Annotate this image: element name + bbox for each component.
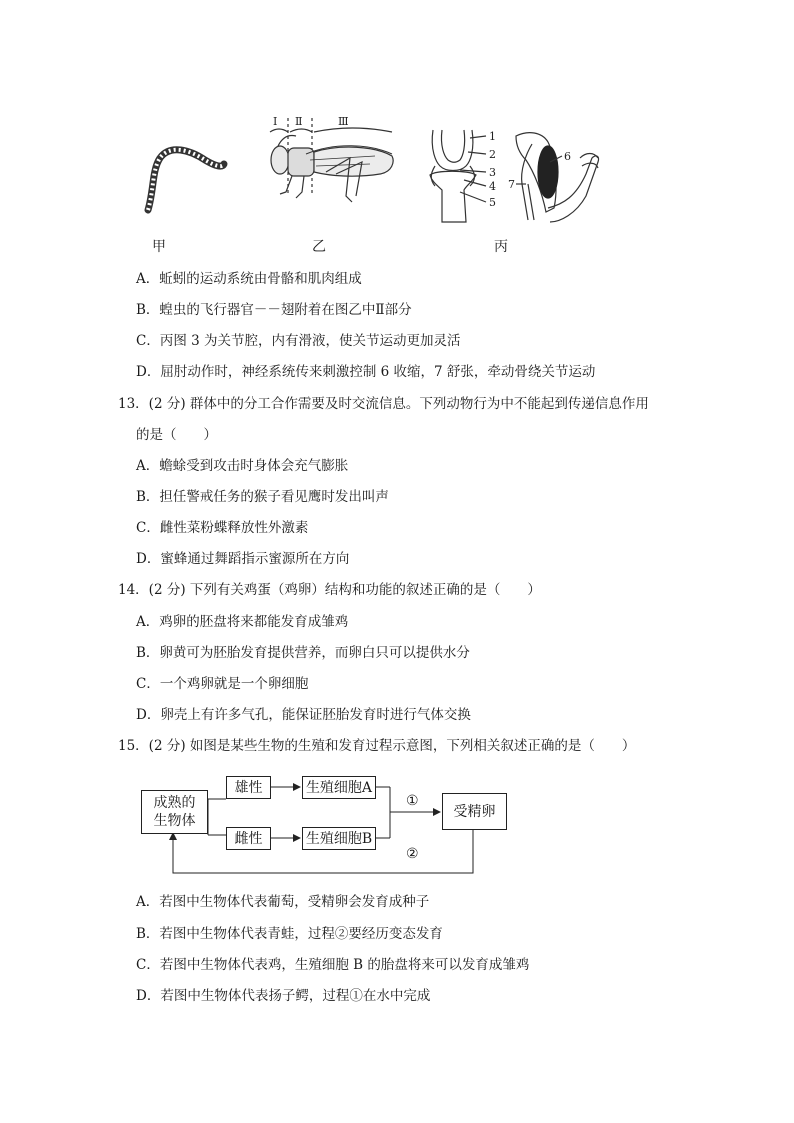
arm-label-7: 7 [508, 178, 515, 191]
figure-label-b: 乙 [312, 239, 326, 255]
mature-organism-box [141, 790, 208, 834]
q13-option-a: A．蟾蜍受到攻击时身体会充气膨胀 [136, 458, 349, 474]
q13-option-b: B．担任警戒任务的猴子看见鹰时发出叫声 [136, 489, 389, 505]
zygote-box [442, 793, 507, 830]
joint-label-4: 4 [489, 180, 496, 193]
joint-label-5: 5 [489, 196, 496, 209]
q15-option-c: C．若图中生物体代表鸡，生殖细胞 B 的胎盘将来可以发育成雏鸡 [136, 957, 530, 973]
female-box [226, 827, 271, 850]
q14-option-c: C．一个鸡卵就是一个卵细胞 [136, 676, 309, 692]
process-1-label: ① [406, 793, 419, 809]
q13-option-d: D．蜜蜂通过舞蹈指示蜜源所在方向 [136, 551, 350, 567]
joint-label-2: 2 [489, 148, 496, 161]
q12-option-b: B．蝗虫的飞行器官－－翅附着在图乙中Ⅱ部分 [136, 302, 412, 318]
joint-label-1: 1 [489, 130, 496, 143]
germ-cell-a-box [302, 776, 376, 799]
q15-option-a: A．若图中生物体代表葡萄，受精卵会发育成种子 [136, 894, 430, 910]
male-box [226, 776, 271, 799]
q15-stem: 15．(2 分) 如图是某些生物的生殖和发育过程示意图，下列相关叙述正确的是（ ） [118, 738, 636, 754]
q12-option-a: A．蚯蚓的运动系统由骨骼和肌肉组成 [136, 271, 362, 287]
mature-organism-label-1: 成熟的 [153, 795, 196, 811]
section-label-3: Ⅲ [338, 115, 349, 128]
figure-label-a: 甲 [152, 239, 166, 255]
q12-option-c: C．丙图 3 为关节腔，内有滑液，使关节运动更加灵活 [136, 333, 461, 349]
q14-stem: 14．(2 分) 下列有关鸡蛋（鸡卵）结构和功能的叙述正确的是（ ） [118, 582, 541, 598]
q13-option-c: C．雌性菜粉蝶释放性外激素 [136, 520, 309, 536]
q14-option-b: B．卵黄可为胚胎发育提供营养，而卵白只可以提供水分 [136, 645, 470, 661]
section-label-1: Ⅰ [273, 115, 278, 128]
female-label: 雌性 [234, 830, 263, 847]
section-label-2: Ⅱ [295, 115, 303, 128]
q14-option-a: A．鸡卵的胚盘将来都能发育成雏鸡 [136, 614, 349, 630]
figure-label-c: 丙 [494, 239, 508, 255]
q12-option-d: D．屈肘动作时，神经系统传来刺激控制 6 收缩，7 舒张，牵动骨绕关节运动 [136, 364, 596, 380]
zygote-label: 受精卵 [453, 803, 496, 820]
germ-cell-a-label: 生殖细胞A [305, 779, 373, 796]
q15-option-b: B．若图中生物体代表青蛙，过程②要经历变态发育 [136, 926, 443, 942]
joint-label-3: 3 [489, 166, 496, 179]
process-2-label: ② [406, 846, 419, 862]
q15-option-d: D．若图中生物体代表扬子鳄，过程①在水中完成 [136, 988, 431, 1004]
mature-organism-label-2: 生物体 [153, 813, 196, 829]
male-label: 雄性 [234, 779, 263, 796]
q14-option-d: D．卵壳上有许多气孔，能保证胚胎发育时进行气体交换 [136, 707, 471, 723]
germ-cell-b-label: 生殖细胞B [305, 830, 373, 847]
arm-label-6: 6 [564, 150, 571, 163]
q13-stem-line1: 13．(2 分) 群体中的分工合作需要及时交流信息。下列动物行为中不能起到传递信息作用 [118, 396, 649, 412]
germ-cell-b-box [302, 827, 376, 850]
q13-stem-line2: 的是（ ） [136, 427, 217, 443]
